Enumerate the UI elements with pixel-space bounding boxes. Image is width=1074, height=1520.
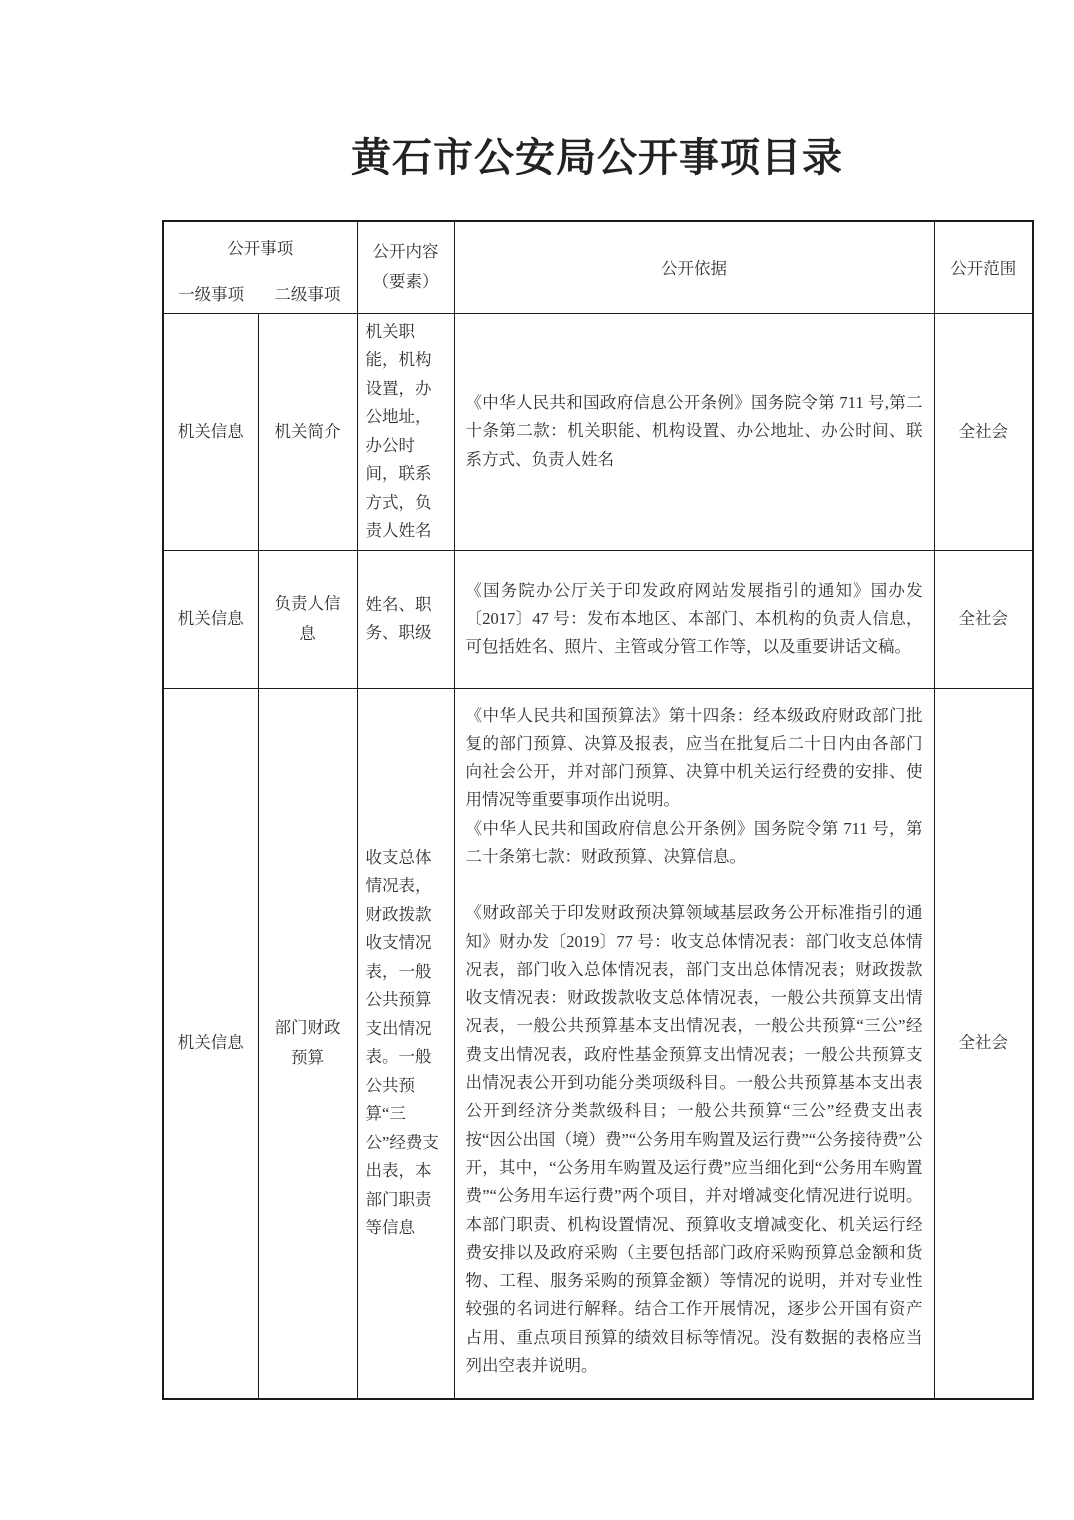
header-basis-cell: 公开依据 [454, 221, 934, 313]
disclosure-items-table [162, 220, 1034, 1400]
table-row [163, 313, 1033, 550]
row3-content: 收支总体情况表，财政拨款收支情况表，一般公共预算支出情况表。一般公共预算“三公”经费支出表，本部门职责等信息 [357, 688, 454, 1399]
table-row [163, 688, 1033, 1399]
row1-level2: 机关简介 [258, 313, 357, 550]
row1-basis [454, 313, 934, 550]
row2-scope: 全社会 [934, 550, 1033, 688]
row3-basis-paragraph-2: 《中华人民共和国政府信息公开条例》国务院令第 711 号，第二十条第七款：财政预算、决算信息。 [465, 818, 923, 866]
header-content-cell [357, 221, 454, 313]
row3-basis-paragraph-1: 《中华人民共和国预算法》第十四条：经本级政府财政部门批复的部门预算、决算及报表，应当在批复后二十日内由各部门向社会公开，并对部门预算、决算中机关运行经费的安排、使用情况等重要事项作出说明。 [465, 705, 923, 810]
row2-level2: 负责人信息 [258, 550, 357, 688]
row3-level1: 机关信息 [163, 688, 258, 1399]
row2-level1: 机关信息 [163, 550, 258, 688]
row2-basis [454, 550, 934, 688]
header-content-line2: （要素） [372, 272, 439, 292]
page-title: 黄石市公安局公开事项目录 [351, 135, 843, 180]
row1-content: 机关职能，机构设置，办公地址，办公时间，联系方式，负责人姓名 [357, 313, 454, 550]
row3-basis [454, 688, 934, 1399]
header-items-cell [163, 221, 357, 313]
header-items-group-label: 公开事项 [227, 239, 294, 258]
header-content-line1: 公开内容 [372, 242, 439, 262]
table-header-row [163, 221, 1033, 313]
header-level2-label: 二级事项 [274, 284, 341, 304]
header-scope-cell: 公开范围 [934, 221, 1033, 313]
row1-basis-paragraph: 《中华人民共和国政府信息公开条例》国务院令第 711 号,第二十条第二款：机关职能、机构设置、办公地址、办公时间、联系方式、负责人姓名 [465, 393, 923, 469]
row2-basis-paragraph: 《国务院办公厅关于印发政府网站发展指引的通知》国办发〔2017〕47 号：发布本地区、本部门、本机构的负责人信息，可包括姓名、照片、主管或分管工作等，以及重要讲话文稿。 [465, 580, 923, 657]
row3-level2: 部门财政预算 [258, 688, 357, 1399]
row2-content: 姓名、职务、职级 [357, 550, 454, 688]
row3-basis-paragraph-3: 《财政部关于印发财政预决算领域基层政务公开标准指引的通知》财办发〔2019〕77 号：收支总体情况表：部门收支总体情况表，部门收入总体情况表，部门支出总体情况表；财政拨款收支情况表：财政拨款收支总体情况表，一般公共预算支出情况表，一般公共预算基本支出情况表，一般公共预算“三公”经费支出情况表，政府性基金预算支出情况表；一般公共预算支出情况表公开到功能分类项级科目。一般公共预算基本支出表公开到经济分类款级科目；一般公共预算“三公”经费支出表按“因公出国（境）费”“公务用车购置及运行费”“公务接待费”公开，其中，“公务用车购置及运行费”应当细化到“公务用车购置费”“公务用车运行费”两个项目，并对增减变化情况进行说明。本部门职责、机构设置情况、预算收支增减变化、机关运行经费安排以及政府采购（主要包括部门政府采购预算总金额和货物、工程、服务采购的预算金额）等情况的说明，并对专业性较强的名词进行解释。结合工作开展情况，逐步公开国有资产占用、重点项目预算的绩效目标等情况。没有数据的表格应当列出空表并说明。 [465, 903, 923, 1376]
row1-scope: 全社会 [934, 313, 1033, 550]
header-level1-label: 一级事项 [178, 284, 245, 304]
row3-scope: 全社会 [934, 688, 1033, 1399]
table-row [163, 550, 1033, 688]
row1-level1: 机关信息 [163, 313, 258, 550]
document-page [162, 0, 1032, 1400]
